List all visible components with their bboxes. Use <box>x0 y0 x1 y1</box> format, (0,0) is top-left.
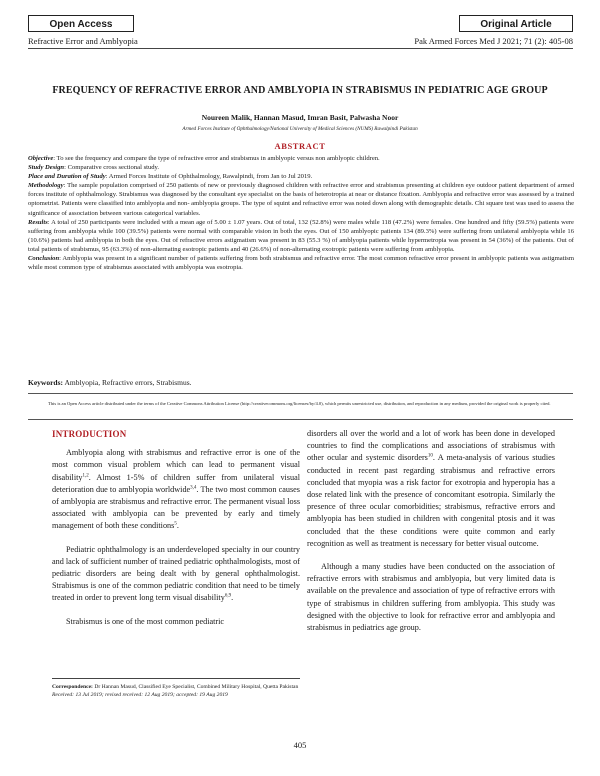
keywords-text: Amblyopia, Refractive errors, Strabismus. <box>63 378 192 387</box>
paragraph-text: . A meta-analysis of various studies conducted in recent past regarding strabismus and refractive errors concluded that myopia was a risk factor for exotropia and hyperopia has a dose related link with the presence of concomitant esotropia. Similarly the presence of three ocular comorbidities; strabismus, refractive errors and amblyopia has been studied in children with congenital ptosis and it was concluded that the these conditions were quite common and early recognition as well as treatment is necessary for better visual outcome. <box>307 453 555 548</box>
abstract-results <box>28 218 574 254</box>
introduction-heading: INTRODUCTION <box>52 429 127 439</box>
license-notice: This is an Open Access article distributed under the terms of the Creative Commons Attribution License (http://creativecommons.org/licenses/by/4.0), which permits unrestricted use, distribution, and reproduction in any medium, provided the original work is properly cited. <box>48 401 551 406</box>
citation-ref: 3,4 <box>190 485 197 491</box>
section-text: : Amblyopia was present in a significant number of patients suffering from both strabismus and refractive error. The most common refractive error present in amblyopic patients was astigmatism while most common type of strabismus associated with amblyopia was esotropia. <box>28 255 574 272</box>
paragraph-text: . The two most common causes of amblyopia are strabismus and refractive error. The permanent visual loss associated with amblyopia can be prevented by early and timely management of both these conditions <box>52 484 300 531</box>
right-paragraphs <box>307 428 555 634</box>
paragraph-text: disorders all over the world and a lot of work has been done in developed countries to find the complications and associations of strabismus with other ocular and systemic disorders <box>307 429 555 463</box>
section-label: Conclusion <box>28 255 60 263</box>
section-text: : Armed Forces Institute of Ophthalmology, Rawalpindi, from Jan to Jul 2019. <box>105 173 313 181</box>
abstract-place-duration <box>28 172 574 181</box>
license-divider-bottom <box>28 419 573 420</box>
abstract-body <box>28 154 574 272</box>
journal-citation: Pak Armed Forces Med J 2021; 71 (2): 405-08 <box>414 36 573 46</box>
section-text: : Comparative cross sectional study. <box>64 164 160 172</box>
paragraph-text: Although a many studies have been conducted on the association of refractive errors with strabismus and amblyopia, but very limited data is available on the prevalence and association of type of refractive errors with type of strabismus in children suffering from amblyopia. This study was designed with the objective to look for refractive error and amblyopia and strabismus in pediatrics age group. <box>307 562 555 633</box>
author-list: Noureen Malik, Hannan Masud, Imran Basit, Palwasha Noor <box>201 113 399 122</box>
body-paragraph <box>52 544 300 605</box>
correspondence-label: Correspondence: <box>52 684 93 690</box>
section-text: : A total of 250 participants were included with a mean age of 5.00 ± 1.07 years. Out of total, 132 (52.8%) were males while 118 (47.2%) were females. One hundred and fifty (59.5%) patients were suffering from amblyopia while 100 (39.5%) patients were normal with comparable vision in both the eyes. Out of 150 amblyopic patients 134 (89.3%) were suffering from unilateral amblyopia while 16 (10.6%) patients had amblyopia in both the eyes. Out of refractive errors astigmatism was present in 83 (55.3 %) of amblyopia patients while hypermetropia was present in 54 (36%) of the patients. Out of total patients of strabismus, 95 (63.3%) of non-alternating esotropic patients and 40 (26.6%) of non-alternating exotropic patients were suffering from amblyopia. <box>28 218 574 253</box>
abstract-objective <box>28 154 574 163</box>
body-paragraph <box>52 616 300 628</box>
correspondence-divider <box>52 678 300 679</box>
paragraph-text: . <box>176 521 179 531</box>
citation-ref: 6,9 <box>224 593 232 599</box>
paragraph-text: Amblyopia along with strabismus and refractive error is one of the most common visual problem which can lead to permanent visual disability <box>52 448 300 482</box>
correspondence-text: Dr Hannan Masud, Classified Eye Specialist, Combined Military Hospital, Quetta Pakistan <box>92 684 299 690</box>
body-column-left <box>52 428 300 639</box>
section-label: Study Design <box>28 164 65 172</box>
keywords <box>28 378 192 387</box>
page-number: 405 <box>293 740 307 750</box>
body-column-right <box>307 428 555 645</box>
article-title: FREQUENCY OF REFRACTIVE ERROR AND AMBLYOPIA IN STRABISMUS IN PEDIATRIC AGE GROUP <box>52 85 548 96</box>
paragraph-text: . Almost 1-5% of children suffer from unilateral visual deterioration due to amblyopia worldwide <box>52 472 300 494</box>
abstract-conclusion <box>28 254 574 272</box>
citation-ref: 5 <box>174 521 177 527</box>
abstract-methodology <box>28 181 574 217</box>
section-label: Place and Duration of Study <box>28 173 106 181</box>
paragraph-text: Pediatric ophthalmology is an underdeveloped specialty in our country and lack of sufficient number of trained pediatric ophthalmologists, most of pediatric disorders are being dealt with by general ophthalmologist. Strabismus is one of the common pediatric condition that need to be timely treated in order to prevent long term visual disability <box>52 544 300 603</box>
body-paragraph <box>52 447 300 532</box>
paragraph-text: . <box>231 593 234 603</box>
section-label: Objective <box>28 155 54 162</box>
open-access-badge: Open Access <box>28 15 134 32</box>
author-affiliation: Armed Forces Institute of Ophthalmology/National University of Medical Sciences (NUMS) Rawalpindi Pakistan <box>182 126 418 132</box>
correspondence-block <box>52 683 300 699</box>
keywords-label: Keywords: <box>28 378 63 387</box>
body-paragraph <box>307 561 555 634</box>
section-label: Methodology <box>28 182 64 190</box>
section-text: : The sample population comprised of 250 patients of new or previously diagnosed children with refractive error and strabismus presenting at children eye outdoor patient department of armed forces institute of ophthalmology. Strabismus was diagnosed by the consultant eye specialist on the basis of heterotropia at near or distance fixation. Amblyopia and refractive error was assessed by a trained optometrist. Patients were classified into amblyopia and non- amblyopia groups. The type of squint and refractive error was noted down along with demographic details. Chi square test was used to assess the significance of association between various categorical variables. <box>28 182 574 217</box>
section-label: Results <box>28 218 48 226</box>
running-title: Refractive Error and Amblyopia <box>28 36 138 46</box>
abstract-heading: ABSTRACT <box>274 141 326 151</box>
license-divider-top <box>28 393 573 394</box>
left-paragraphs <box>52 447 300 628</box>
article-type-badge: Original Article <box>459 15 573 32</box>
correspondence-line <box>52 683 300 691</box>
paragraph-text: Strabismus is one of the most common pediatric <box>66 616 225 626</box>
abstract-study-design <box>28 163 574 172</box>
header-divider <box>28 48 573 49</box>
citation-ref: 1,2 <box>82 472 89 478</box>
section-text: : To see the frequency and compare the type of refractive error and strabismus in amblyopic versus non amblyopic children. <box>53 155 380 162</box>
article-dates: Received: 13 Jul 2019; revised received: 12 Aug 2019; accepted: 19 Aug 2019 <box>52 692 228 698</box>
body-paragraph <box>307 428 555 550</box>
citation-ref: 10 <box>427 453 433 459</box>
